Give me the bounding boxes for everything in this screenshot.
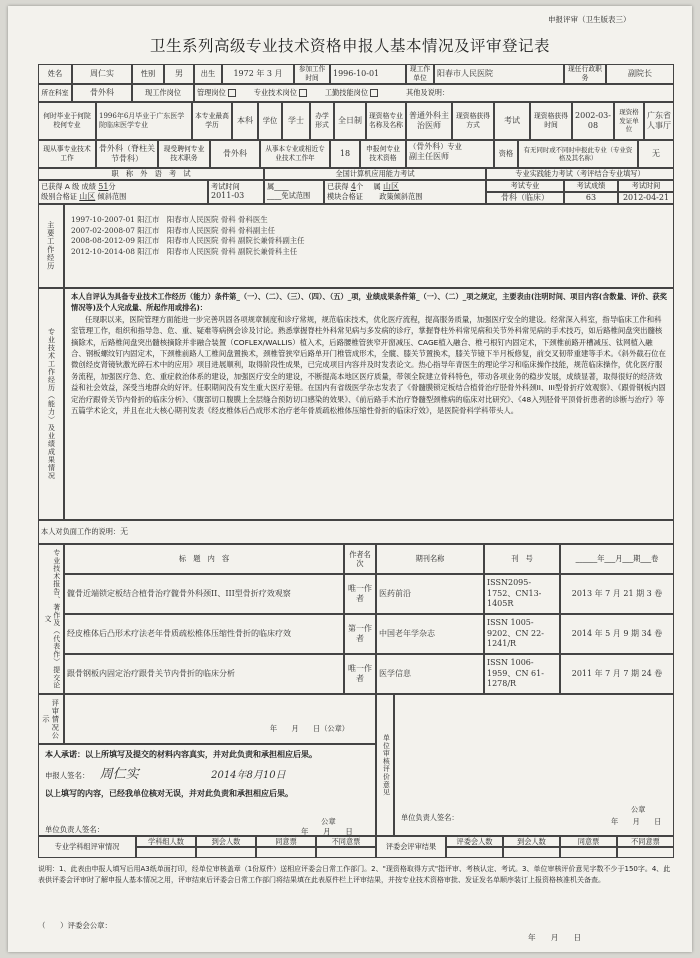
paper-date: 2013 年 7 月 21 期 3 卷 <box>560 574 674 614</box>
score-value: 51 <box>98 182 109 191</box>
sign-date: 2014年8月10日 <box>211 770 286 781</box>
footer-date: 年 月 日 <box>528 933 582 942</box>
practice-score: 63 <box>564 192 618 204</box>
mgmt-label: 管理岗位 <box>197 88 226 98</box>
committee-count-cell[interactable] <box>446 847 503 858</box>
acq-label: 现资格获得方式 <box>452 102 494 140</box>
apply-suffix: ）专业 <box>440 142 462 151</box>
capability-section <box>64 288 674 520</box>
exam-note-label: 有无同时或不同时申报此专业（专业资格及其名称） <box>518 140 638 168</box>
lang-exempt-cell: 属____ ____免试范围 <box>264 180 324 204</box>
practice-major: 骨科（临床） <box>486 192 564 204</box>
page-title: 卫生系列高级专业技术资格申报人基本情况及评审登记表 <box>149 37 550 55</box>
birth-label: 出生 <box>194 64 222 84</box>
lang-time-cell <box>208 180 264 204</box>
paper-issn: ISSN 1005-9202、CN 22-1241/R <box>484 614 560 654</box>
committee-agree-cell[interactable] <box>560 847 617 858</box>
score-unit: 分 <box>108 182 116 191</box>
experience-line: 1997-10-2007-01 阳江市 阳春市人民医院 骨科 骨科医生 <box>71 215 268 224</box>
committee-header: 同意票 <box>560 836 617 847</box>
promise-text: 本人承诺：以上所填写及提交的材料内容真实，并对此负责和承担相应后果。 <box>45 750 317 759</box>
apply-label: 申报何专业技术资格 <box>360 140 406 168</box>
work-start-value: 1996-10-01 <box>330 64 406 84</box>
group-review-label: 专业学科组评审情况 <box>38 836 136 858</box>
footnote: 说明：1、此表由申报人填写后用A3纸单面打印，经单位审核盖章（1份原件）送相应评委会日常工作部门。2、"现资格取得方式"指评审、考核认定、考试。3、单位审核评价意见字数不少于150字。4、此表供评委会评审时了解申报人基本情况之用，评审结束后评委会日常工作部门将结果填在此表原件栏上评审结果，并按专业技术资格审批、发证发名单顺序装订上报资格核准机关备查。 <box>38 865 671 884</box>
papers-journal-header: 期刊名称 <box>376 544 484 574</box>
group-agree-cell[interactable] <box>256 847 316 858</box>
worker-label: 工勤技能岗位 <box>324 88 369 98</box>
papers-label: 专业技术报告、著作及（代表作）提交论文 <box>38 544 64 694</box>
hired-label: 现受聘何专业技术职务 <box>158 140 210 168</box>
years-value: 18 <box>330 140 360 168</box>
date-label: 现资格获得时间 <box>530 102 572 140</box>
exempt-area: 山区 <box>79 192 96 202</box>
date-value: 2002-03-08 <box>572 102 614 140</box>
experience-label: 主要工作经历 <box>38 204 64 288</box>
degree-label: 学位 <box>258 102 282 140</box>
practice-score-label: 考试成绩 <box>564 180 618 192</box>
paper-journal: 医学信息 <box>376 654 484 694</box>
confirm-text: 以上填写的内容，已经我单位核对无误，并对此负责和承担相应后果。 <box>45 788 293 798</box>
practice-time-label: 考试时间 <box>618 180 674 192</box>
dept-value: 骨外科 <box>72 84 132 102</box>
title-value: 普通外科主治医师 <box>406 102 452 140</box>
capability-label: 专业技术工作经历（能力）及业绩成果情况 <box>38 288 64 520</box>
exam-note-value: 无 <box>638 140 674 168</box>
other-label: 其他及说明： <box>406 88 450 98</box>
comp-count: 4 <box>350 182 356 191</box>
paper-journal: 中国老年学杂志 <box>376 614 484 654</box>
lang-exempt-prefix: 属 <box>267 182 275 191</box>
exam-label: 资格 <box>494 140 518 168</box>
apply-value <box>406 140 494 168</box>
years-label: 从事本专业或相近专业技术工作年 <box>260 140 330 168</box>
engaged-label: 现从事专业技术工作 <box>38 140 96 168</box>
dept-label: 所在科室 <box>38 84 72 102</box>
post-label: 现工作岗位 <box>132 84 194 102</box>
review-area <box>64 694 376 744</box>
degree-value: 学士 <box>282 102 310 140</box>
group-attend-cell[interactable] <box>196 847 256 858</box>
post-options <box>194 84 674 102</box>
admin-value: 副院长 <box>606 64 674 84</box>
signature: 周仁实 <box>99 767 139 782</box>
computer-header: 全国计算机应用能力考试 <box>264 168 486 180</box>
sign-row <box>45 767 369 784</box>
negative-value: 无 <box>120 526 129 536</box>
apply-major: 骨外科 <box>416 142 441 151</box>
mode-label: 办学形式 <box>310 102 334 140</box>
comp-module: 模块合格证 <box>327 192 363 202</box>
paper-date: 2014 年 5 月 9 期 34 卷 <box>560 614 674 654</box>
engaged-value: 骨外科（脊柱关节骨科） <box>96 140 158 168</box>
unit-date: 年 月 日 <box>611 817 662 826</box>
paper-title: 跟骨钢板内固定治疗跟骨关节内骨折的临床分析 <box>64 654 344 694</box>
issuer-label: 现资格发证单位 <box>614 102 644 140</box>
practice-header: 专业实践能力考试（考评结合专业填写） <box>486 168 674 180</box>
name-value: 周仁实 <box>72 64 132 84</box>
apply-prefix: （ <box>409 142 417 151</box>
review-date-seal: 年 月 日（公章） <box>269 723 349 733</box>
school-value: 1996年6月毕业于广东医学院临床医学专业 <box>96 102 192 140</box>
worker-checkbox[interactable] <box>370 89 378 97</box>
experience-line: 2007-02-2008-07 阳江市 阳春市人民医院 骨科 骨科副主任 <box>71 225 275 235</box>
paper-issn: ISSN 1006-1959、CN 61-1278/R <box>484 654 560 694</box>
group-header: 学科组人数 <box>136 836 196 847</box>
mgmt-checkbox[interactable] <box>228 89 236 97</box>
committee-disagree-cell[interactable] <box>617 847 674 858</box>
practice-time: 2012-04-21 <box>618 192 674 204</box>
exempt-scope: 倾斜范围 <box>97 192 127 202</box>
school-label: 何时毕业于何院校何专业 <box>38 102 96 140</box>
unit-value: 阳春市人民医院 <box>434 64 564 84</box>
papers-date-header: ______年___月___期___卷 <box>560 544 674 574</box>
registration-form <box>8 6 692 952</box>
experience-line: 2008-08-2012-09 阳江市 阳春市人民医院 骨科 副院长兼骨科副主任 <box>71 236 305 246</box>
negative-label: 本人对负面工作的说明： <box>41 527 121 537</box>
capability-intro: 本人自评认为具备专业技术工作经历（能力）条件第_（一）、（二）、（三）、（四）、（五）_项，业绩成果条件第_（一）、（二）_项之规定，主要表由(注明时间、项目内容(含数量、评价、获奖情况等)及个人完成量、所起作用或排名)： <box>71 292 667 312</box>
birth-value: 1972 年 3 月 <box>222 64 294 84</box>
admin-label: 现任行政职务 <box>564 64 606 84</box>
group-header: 到会人数 <box>196 836 256 847</box>
edu-value: 本科 <box>232 102 258 140</box>
papers-issn-header: 刊 号 <box>484 544 560 574</box>
group-disagree-cell[interactable] <box>316 847 376 858</box>
unit-date-2: 年 月 日 <box>301 827 353 836</box>
leader-label-2: 单位负责人签名： <box>45 825 105 834</box>
unit-review-area <box>394 694 674 836</box>
committee-attend-cell[interactable] <box>503 847 560 858</box>
issuer-value: 广东省人事厅 <box>644 102 674 140</box>
form-code: 申报评审（卫生版表三） <box>548 15 631 24</box>
computer-cell <box>324 180 486 204</box>
lang-level-cell <box>38 180 208 204</box>
practice-major-label: 考试专业 <box>486 180 564 192</box>
exempt-label: 级别合格证 <box>41 192 77 202</box>
committee-header: 不同意票 <box>617 836 674 847</box>
comp-count-suffix: 个 <box>355 182 364 191</box>
committee-header: 评委会人数 <box>446 836 503 847</box>
lang-time: 2011-03 <box>211 191 245 201</box>
edu-label: 本专业最高学历 <box>192 102 232 140</box>
unit-seal-2: 公章 <box>321 817 336 826</box>
committee-result-label: 评委会评审结果 <box>376 836 446 858</box>
gender-value: 男 <box>164 64 194 84</box>
promise-area <box>38 744 376 836</box>
comp-area-prefix: 属 <box>373 182 381 191</box>
negative-row <box>38 520 674 544</box>
paper-issn: ISSN2095-1752、CN13-1405R <box>484 574 560 614</box>
leader-label: 单位负责人签名： <box>401 813 459 822</box>
unit-seal: 公章 <box>631 805 646 814</box>
papers-title-header: 标 题 内 容 <box>64 544 344 574</box>
lang-exempt-suffix: 免试范围 <box>281 191 311 201</box>
group-count-cell[interactable] <box>136 847 196 858</box>
paper-rank: 唯一作者 <box>344 574 376 614</box>
hired-value: 骨外科 <box>210 140 260 168</box>
name-label: 姓名 <box>38 64 72 84</box>
group-header: 同意票 <box>256 836 316 847</box>
score-label: 成绩 <box>81 182 96 191</box>
experience-section <box>64 204 674 288</box>
paper-journal: 医药前沿 <box>376 574 484 614</box>
lang-time-label: 考试时间 <box>211 182 240 191</box>
paper-title: 髋骨近端锁定板结合植骨治疗髋骨外科颈II、III型骨折疗效观察 <box>64 574 344 614</box>
group-header: 不同意票 <box>316 836 376 847</box>
work-start-label: 参加工作时间 <box>294 64 330 84</box>
lang-header: 职 称 外 语 考 试 <box>38 168 264 180</box>
review-label: 评审情况公示 <box>38 694 64 744</box>
capability-body: 任现职以来，医院管理方面能进一步完善巩固各项规章制度和诊疗常规，规范临床技术，优化医疗流程，提高服务质量，加强医疗安全的建设。经常深入科室，指导临床工作和科室管理工作，组织和指导急、危、重、疑难等病例会诊及讨论。熟悉掌握脊柱外科常见病与多发病的诊疗，掌握脊柱外科常见病和关节外科常见病的手术技巧，如后路椎间盘突出髓核摘除术，后路椎间盘突出髓核摘除并非融合装置（COFLEX/WALLIS）植入术，后路腰椎管狭窄开窗减压、CAGE植入融合、椎弓根钉内固定术，下颈椎前路开槽减压、钛网植入融合、钢板螺纹钉内固定术，下颈椎前路人工椎间盘置换术，颈椎管狭窄后路单开门椎管成形术，全髋、膝关节置换术，膝关节镜下半月板修复，前交叉韧带重建等手术。《斜外截石位在微创经皮肾镜钬激光碎石术中的应用》项目进展顺利，取得阶段性成果，已完成项目内容并及时发表论文。热心指导年青医生的理论学习和临床操作技能，规范临床操作，优化医疗服务流程，加强医疗急、危、重症救治体系的建设，加强医疗安全的建设，不断提高本地区医疗质量，带领全院建立骨科特色，带动各项业务的稳步发展，成绩显著，取得很好的经济效益和社会效益，深受当地群众的好评。任职期间没有发生重大医疗差错。在国内有省级医学杂志发表了《骨髓膜锁定板结合植骨治疗胫骨外科颈II、III型骨折疗效观察》、《跟骨钢板内固定治疗跟骨关节内骨折的临床分析》、《腹部切口腹膜上全层缝合预防切口感染的效果》、《前后路手术治疗脊髓型颈椎病的临床对比研究》、《48入列胫骨平顶骨折患者的诊断与治疗》等五篇学术论文，并且在北大核心期刊发表《经皮椎体后凸成形术治疗老年骨质疏松椎体压缩性骨折的临床疗效》，是医院骨科学科带头人。 <box>71 314 666 416</box>
comp-area: 山区 <box>382 182 399 191</box>
gender-label: 性别 <box>132 64 164 84</box>
title-label: 现资格专业名称及名称 <box>366 102 406 140</box>
mode-value: 全日制 <box>334 102 366 140</box>
committee-seal-label: （ ）评委会公章： <box>38 921 112 930</box>
paper-rank: 第一作者 <box>344 614 376 654</box>
acq-value: 考试 <box>494 102 530 140</box>
unit-label: 现工作单位 <box>406 64 434 84</box>
sign-label: 申报人签名： <box>45 771 90 780</box>
papers-rank-header: 作者名次 <box>344 544 376 574</box>
paper-rank: 唯一作者 <box>344 654 376 694</box>
experience-line: 2012-10-2014-08 阳江市 阳春市人民医院 骨科 副院长兼骨科主任 <box>71 247 298 257</box>
apply-rank: 副主任医师 <box>409 152 449 162</box>
paper-date: 2011 年 7 月 7 期 24 卷 <box>560 654 674 694</box>
paper-title: 经皮椎体后凸形术疗法老年骨质疏松椎体压缩性骨折的临床疗效 <box>64 614 344 654</box>
tech-label: 专业技术岗位 <box>253 88 297 98</box>
tech-checkbox[interactable] <box>299 89 307 97</box>
level-label: 已获得 A 级 <box>41 182 80 191</box>
committee-header: 到会人数 <box>503 836 560 847</box>
comp-count-prefix: 已获得 <box>327 182 349 191</box>
unit-review-label: 单位审核评价意见 <box>376 694 394 836</box>
comp-area-suffix: 政策倾斜范围 <box>379 192 423 202</box>
